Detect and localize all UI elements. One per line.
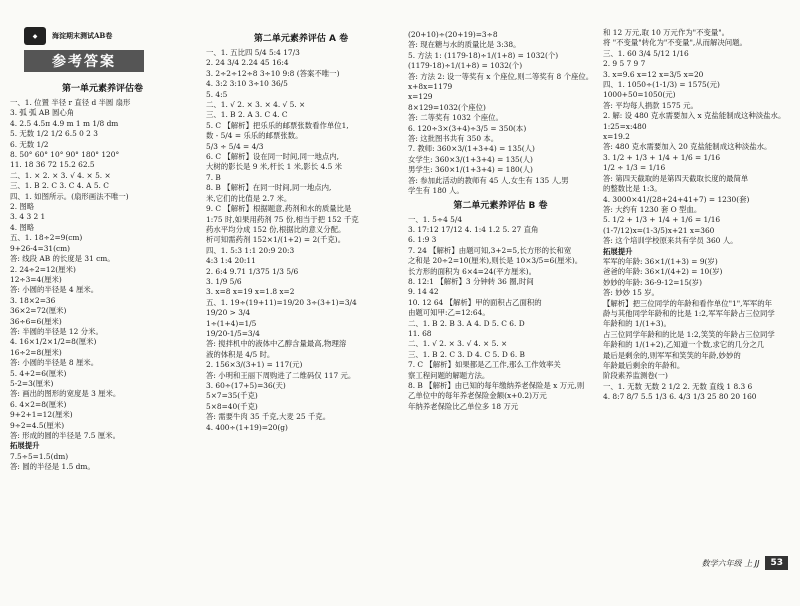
answer-line: (1179-18)÷1/(1+8) = 1032(个) <box>408 61 523 71</box>
answer-line: 36÷6=6(厘米) <box>10 316 62 326</box>
answer-line: 9+26-4=31(cm) <box>10 243 71 253</box>
answer-line: 3. 1/9 5/6 <box>206 276 242 286</box>
answer-line: 男学生: 360×1/(1+3+4) = 180(人) <box>408 165 533 175</box>
answer-line: 4. 8:7 8/7 5.5 1/3 6. 4/3 1/3 25 80 20 160 <box>603 392 757 402</box>
answer-line: 11. 68 <box>408 328 432 338</box>
answer-line: 答: 现在糖与水的质量比是 3:38。 <box>408 40 521 50</box>
answer-line: 2. 156×3/(3+1) = 117(元) <box>206 360 303 370</box>
answer-line: 答: 半圆的半径是 12 分米。 <box>10 326 103 336</box>
answer-line: 爸爸的年龄: 36×1/(4+2) = 10(岁) <box>603 267 723 277</box>
answer-line: 7.5÷5=1.5(dm) <box>10 451 69 461</box>
answer-line: 6. 120÷3×(3+4)÷3/5 = 350(本) <box>408 123 527 133</box>
answer-line: 察工程问题的解题方法。 <box>408 370 490 380</box>
answer-line: 年纳养老保险比乙单位多 18 万元 <box>408 401 519 411</box>
answer-line: 答: 这个培训学校原来共有学员 360 人。 <box>603 236 738 246</box>
answer-line: 答: 需要牛肉 35 千克,大麦 25 千克。 <box>206 412 331 422</box>
answer-line: 8. B 【解析】由已知的每年缴纳养老保险是 x 万元,则 <box>408 381 585 390</box>
answer-line: 女学生: 360×3/(1+3+4) = 135(人) <box>408 154 533 164</box>
book-label: 数学六年级 上 JJ <box>701 558 760 568</box>
answer-line: 8. 12:1 【解析】3 分钟转 36 圈,时间 <box>408 276 534 286</box>
answer-line: 5. 1/2 + 1/3 + 1/4 + 1/6 = 1/16 <box>603 215 721 225</box>
answer-line: 三、1. B 2. A 3. C 4. C <box>206 110 288 120</box>
answer-line: 四、1. 5:3 1:1 20:9 20:3 <box>206 245 295 255</box>
answer-line: 答: 方法 2: 设一等奖有 x 个座位,则二等奖有 8 个座位。 <box>408 71 593 81</box>
column-1 <box>10 80 195 576</box>
answer-line: 年龄最后剩余的年龄和。 <box>603 361 685 370</box>
answer-line: 1÷(1+4)=1/5 <box>206 318 257 328</box>
answer-line: 答: 画出的图形的宽度是 3 厘米。 <box>10 389 121 399</box>
answer-line: 8. B 【解析】在同一时间,同一地点内, <box>206 183 332 193</box>
column-2 <box>206 30 396 606</box>
answer-line: 答: 妙妙 15 岁。 <box>603 288 659 298</box>
answer-line: 6. 无数 1/2 <box>10 139 49 149</box>
answer-line: 9+2+1=12(厘米) <box>10 410 73 420</box>
answer-line: 的整数比是 1:3。 <box>603 184 662 194</box>
page-title: 参考答案 <box>24 50 144 72</box>
answer-line: 1/2 ÷ 1/3 = 1/16 <box>603 163 666 173</box>
answer-line: 5-2=3(厘米) <box>10 378 54 388</box>
answer-line: 阶段素养监测卷(一) <box>603 371 668 381</box>
answer-line: 年龄和的 1/(1+2),乙知道一个数,求它的几分之几 <box>603 340 765 350</box>
answer-line: 一、1. 5÷4 5/4 <box>408 214 463 224</box>
answer-line: 5. C 【解析】把乐乐的邮票张数看作单位1, <box>206 120 349 130</box>
answer-line: 5×7=35(千克) <box>206 391 258 401</box>
answer-line: 4. 3:2 3:10 3÷10 36/5 <box>206 79 288 89</box>
answer-line: 5. 4:5 <box>206 89 228 99</box>
answer-line: 2. 9 5 7 9 7 <box>603 59 646 69</box>
answer-line: 一、1. 无数 无数 2 1/2 2. 无数 直线 1 8.3 6 <box>603 381 753 391</box>
section-title: 第二单元素养评估 A 卷 <box>253 34 349 44</box>
column-3 <box>408 30 593 606</box>
logo-icon: ◆ <box>24 27 46 45</box>
answer-line: 11. 18 36 72 15.2 62.5 <box>10 160 95 170</box>
answer-line: 4. 2.5 4.5π 4.9 m 1 m 1/8 dm <box>10 118 119 128</box>
answer-line: 液的体积是 4/5 时。 <box>206 349 275 359</box>
answer-line: 1:25=x:480 <box>603 121 647 131</box>
answer-line: 五、1. 18÷2=9(cm) <box>10 233 83 243</box>
answer-line: 3. 弧 弧 AB 圆心角 <box>10 108 75 118</box>
answer-line: 药水平均分成 152 份,根据比的意义分配。 <box>206 224 346 234</box>
answer-line: 3. x=9.6 x=12 x=3/5 x=20 <box>603 69 704 79</box>
answer-line: 19/20 > 3/4 <box>206 308 251 318</box>
answer-line: 3. 2÷2÷12÷8 3÷10 9:8 (答案不唯一) <box>206 68 340 78</box>
answer-line: x+8x=1179 <box>408 82 453 92</box>
answer-line: 三、1. B 2. C 3. D 4. C 5. D 6. B <box>408 349 525 359</box>
answer-line: 乙单位中的每年养老保险金额(x+0.2)万元 <box>408 391 547 401</box>
answer-line: x=19.2 <box>603 132 630 142</box>
answer-line: 二、1. √ 2. × 3. × 4. √ 5. × <box>206 100 306 110</box>
answer-line: 1:75 时,如果用药剂 75 份,相当于把 152 千克 <box>206 214 359 224</box>
answer-line: 和 12 万元,取 10 万元作为"不变量"。 <box>603 28 730 37</box>
answer-line: 大树的影长是 9 米,杆长 1 米,影长 4.5 米 <box>206 162 343 172</box>
answer-line: 四、1. 如图所示。(扇形画法不唯一) <box>10 191 129 201</box>
answer-line: 5. 无数 1/2 1/2 6.5 0 2 3 <box>10 129 98 139</box>
answer-line: 一、1. 位置 半径 r 直径 d 半圆 扇形 <box>10 98 131 107</box>
answer-line: 2. 6:4 9.71 1/375 1/3 5/6 <box>206 266 299 276</box>
answer-line: 【解析】把三位同学的年龄和看作单位"1",军军的年 <box>603 298 773 308</box>
answer-line: 7. 教师: 360×3/(1+3+4) = 135(人) <box>408 144 535 154</box>
answer-line: 4. 16×1/2×1/2=8(厘米) <box>10 337 97 347</box>
answer-line: x=129 <box>408 92 433 102</box>
answer-line: 答: 线段 AB 的长度是 31 cm。 <box>10 254 115 264</box>
answer-line: 答: 小圆的半径是 4 厘米。 <box>10 285 99 295</box>
answer-line: 12÷3=4(厘米) <box>10 274 62 284</box>
brand: 海淀期末测试AB卷 <box>52 31 113 40</box>
answer-line: 9÷2=4.5(厘米) <box>10 420 65 430</box>
answer-line: 答: 圆的半径是 1.5 dm。 <box>10 462 95 472</box>
answer-line: 9. C 【解析】根据题意,药剂和水的质量比是 <box>206 204 352 214</box>
answer-line: 二、1. √ 2. × 3. √ 4. × 5. × <box>408 339 508 349</box>
answer-line: 36×2=72(厘米) <box>10 306 67 316</box>
answer-line: 3. 4 3 2 1 <box>10 212 46 222</box>
answer-line: 5×8=40(千克) <box>206 401 258 411</box>
answer-line: 2. 24 3/4 2.24 45 16:4 <box>206 58 289 68</box>
answer-line: 长方形的面积为 6×4=24(平方厘米)。 <box>408 266 536 276</box>
answer-line: 4. 400÷(1+19)=20(g) <box>206 422 288 432</box>
page-footer <box>702 556 788 570</box>
answer-line: 答: 参加此活动的教师有 45 人,女生有 135 人,男 <box>408 175 569 185</box>
answer-line: 3. 1/2 + 1/3 + 1/4 + 1/6 = 1/16 <box>603 152 721 162</box>
answer-line: 之和是 20÷2=10(厘米),则长是 10×3/5=6(厘米)。 <box>408 256 583 266</box>
answer-line: 拓展提升 <box>603 246 633 256</box>
answer-line: 五、1. 19÷(19+11)=19/20 3÷(3+1)=3/4 <box>206 297 357 307</box>
answer-line: 三、1. 60 3/4 5/12 1/16 <box>603 48 689 58</box>
answer-header <box>24 26 164 72</box>
answer-line: 5. 4+2=6(厘米) <box>10 368 67 378</box>
answer-line: 8. 50° 60° 10° 90° 180° 120° <box>10 150 120 160</box>
answer-line: 由题可知甲:乙=12:64。 <box>408 308 490 318</box>
answer-line: 3. x=8 x=19 x=1.8 x=2 <box>206 287 295 297</box>
answer-line: 7. C 【解析】如果都是乙工作,那么工作效率关 <box>408 360 561 370</box>
answer-line: 答: 二等奖有 1032 个座位。 <box>408 113 503 123</box>
answer-line: 答: 小明和王丽下周购进了二维码仅 117 元。 <box>206 370 356 380</box>
answer-line: 最后是剩余的,则军军和笑笑的年龄,妙妙的 <box>603 350 741 360</box>
answer-line: 1000+50=1050(元) <box>603 90 676 100</box>
answer-line: 龄与其他同学年龄和的比是 1:2,军军年龄占三位同学 <box>603 308 775 318</box>
section-title: 第二单元素养评估 B 卷 <box>453 200 548 211</box>
answer-line: 数 - 5/4 = 乐乐的邮票张数。 <box>206 131 303 141</box>
answer-line: 3. 60÷(17+5)=36(天) <box>206 381 286 390</box>
answer-line: 占三位同学年龄和的比是 1:2,笑笑的年龄占三位同学 <box>603 329 775 339</box>
answer-line: 9. 14 42 <box>408 287 439 297</box>
answer-line: 一、1. 五比四 5/4 5:4 17/3 <box>206 48 300 57</box>
answer-line: 6. 4×2=8(厘米) <box>10 399 67 409</box>
answer-line: 妙妙的年龄: 36-9-12=15(岁) <box>603 277 703 287</box>
answer-line: 答: 平均每人捐款 1575 元。 <box>603 100 698 110</box>
answer-line: 学生有 180 人。 <box>408 186 464 196</box>
answer-line: 二、1. B 2. B 3. A 4. D 5. C 6. D <box>408 318 525 328</box>
answer-line: 6. C 【解析】设在同一时间,同一地点内, <box>206 152 339 162</box>
answer-line: 二、1. × 2. × 3. √ 4. × 5. × <box>10 170 111 180</box>
answer-line: 年龄和的 1/(1+3)。 <box>603 319 671 329</box>
answer-line: 3. 17:12 17/12 4. 1:4 1.2 5. 27 直角 <box>408 224 539 234</box>
page-number: 53 <box>765 556 788 570</box>
answer-line: 19/20-1/5=3/4 <box>206 328 260 338</box>
answer-line: 8×129=1032(个座位) <box>408 102 486 112</box>
answer-line: 米,它们的比值是 2.7 米。 <box>206 193 292 203</box>
answer-line: 7. 24 【解析】由题可知,3+2=5,长方形的长和宽 <box>408 245 572 255</box>
answer-line: 4. 3000×41/(28+24+41+7) = 1230(套) <box>603 194 750 204</box>
answer-line: 2. 图略 <box>10 202 35 212</box>
answer-line: 答: 480 克水需要加入 20 克盐能制成这种淡盐水。 <box>603 142 772 152</box>
answer-line: 答: 第四天截取的是第四天截取长度的最简单 <box>603 173 749 183</box>
answer-line: 5/3 ÷ 5/4 = 4/3 <box>206 141 264 151</box>
answer-line: 4. 图略 <box>10 222 35 232</box>
answer-line: 答: 小圆的半径是 8 厘米。 <box>10 358 99 368</box>
answer-line: 7. B <box>206 172 221 182</box>
section-title: 第一单元素养评估卷 <box>61 84 143 94</box>
answer-line: 4:3 1:4 20:11 <box>206 256 256 266</box>
answer-line: 军军的年龄: 36×1/(1+3) = 9(岁) <box>603 256 718 266</box>
answer-line: 将 "不变量"转化为"不变量",从而解决问题。 <box>603 38 747 48</box>
answer-line: 2. 解: 设 480 克水需要加入 x 克盐能制成这种淡盐水。 <box>603 111 786 121</box>
answer-line: 16÷2=8(厘米) <box>10 347 62 357</box>
answer-line: 10. 12 64 【解析】甲的面积占乙面积的 <box>408 297 542 307</box>
answer-line: (1-7/12)x=(1-3/5)x+21 x=360 <box>603 225 715 235</box>
answer-line: 四、1. 1050÷(1-1/3) = 1575(元) <box>603 80 720 90</box>
answer-line: 析可知需药剂 152×1/(1+2) = 2(千克)。 <box>206 235 346 245</box>
answer-line: 6. 1:9 3 <box>408 235 437 245</box>
answer-line: 2. 24÷2=12(厘米) <box>10 264 76 274</box>
answer-line: (20+10)÷(20+19)=3÷8 <box>408 30 498 39</box>
answer-line: 拓展提升 <box>10 441 40 451</box>
answer-line: 答: 大约有 1230 套 O 型血。 <box>603 204 702 214</box>
answer-line: 三、1. B 2. C 3. C 4. A 5. C <box>10 181 109 191</box>
column-4 <box>603 28 793 604</box>
answer-line: 答: 搅拌机中的液体中乙醇含量最高,物理溶 <box>206 339 347 349</box>
answer-line: 答: 形成的圆的半径是 7.5 厘米。 <box>10 431 120 440</box>
answer-line: 答: 这批图书共有 350 本。 <box>408 134 499 144</box>
answer-line: 5. 方法 1: (1179-18)÷1/(1+8) = 1032(个) <box>408 50 559 60</box>
answer-line: 3. 18×2=36 <box>10 295 56 305</box>
